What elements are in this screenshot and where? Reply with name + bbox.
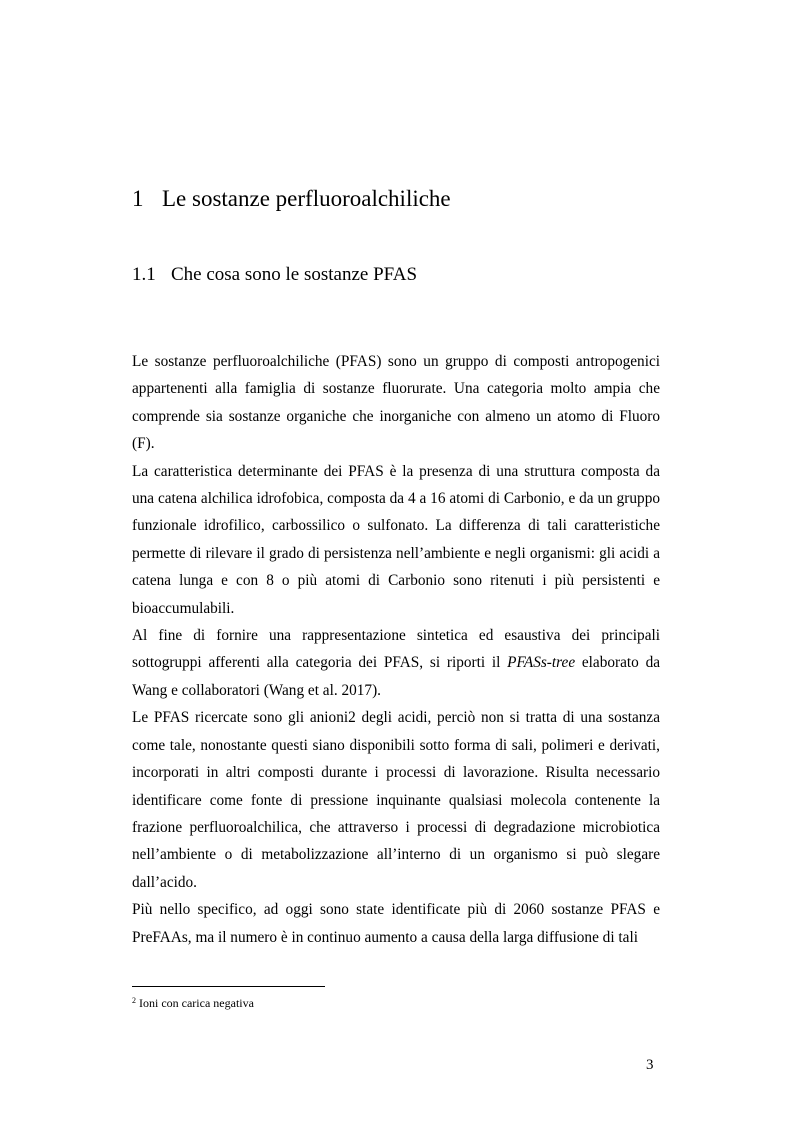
body-text [132, 348, 660, 951]
footnote-marker: 2 [132, 996, 136, 1005]
paragraph-pfas-tree-text-start: Al fine di fornire una rappresentazione sintetica ed esaustiva dei principali sottogruppi afferenti alla categoria dei PFAS, si riporti il [132, 627, 660, 672]
paragraph-pfas-tree [132, 622, 660, 704]
paragraph-structure: La caratteristica determinante dei PFAS è la presenza di una struttura composta da una catena alchilica idrofobica, composta da 4 a 16 atomi di Carbonio, e da un gruppo funzionale idrofilico, carbossilico o sulfonato. La differenza di tali caratteristiche permette di rilevare il grado di persistenza nell’ambiente e negli organismi: gli acidi a catena lunga e con 8 o più atomi di Carbonio sono ritenuti i più persistenti e bioaccumulabili. [132, 462, 660, 617]
chapter-title: Le sostanze perfluoroalchiliche [162, 186, 451, 211]
page-number: 3 [646, 1057, 654, 1073]
section-number: 1.1 [132, 264, 156, 285]
paragraph-pfas-tree-text-end: elaborato da Wang e collaboratori (Wang et al. 2017). [132, 654, 661, 699]
footnote-separator [132, 986, 325, 987]
section-heading [132, 262, 417, 288]
footnote-text: Ioni con carica negativa [139, 996, 254, 1010]
paragraph-definition: Le sostanze perfluoroalchiliche (PFAS) sono un gruppo di composti antropogenici appartenenti alla famiglia di sostanze fluorurate. Una categoria molto ampia che comprende sia sostanze organiche che inorganiche con almeno un atomo di Fluoro (F). [132, 353, 660, 453]
chapter-number: 1 [132, 186, 144, 211]
paragraph-anions: Le PFAS ricercate sono gli anioni2 degli acidi, perciò non si tratta di una sostanza come tale, nonostante questi siano disponibili sotto forma di sali, polimeri e derivati, incorporati in altri composti durante i processi di lavorazione. Risulta necessario identificare come fonte di pressione inquinante qualsiasi molecola contenente la frazione perfluoroalchilica, che attraverso i processi di degradazione microbiotica nell’ambiente o di metabolizzazione all’interno di un organismo si può slegare dall’acido. [132, 709, 660, 891]
pfas-tree-term: PFASs-tree [507, 654, 576, 672]
section-title: Che cosa sono le sostanze PFAS [171, 264, 418, 285]
chapter-heading [132, 184, 451, 214]
footnote [132, 993, 254, 1011]
paragraph-count: Più nello specifico, ad oggi sono state identificate più di 2060 sostanze PFAS e PreFAAs, ma il numero è in continuo aumento a causa della larga diffusione di tali [132, 901, 660, 946]
